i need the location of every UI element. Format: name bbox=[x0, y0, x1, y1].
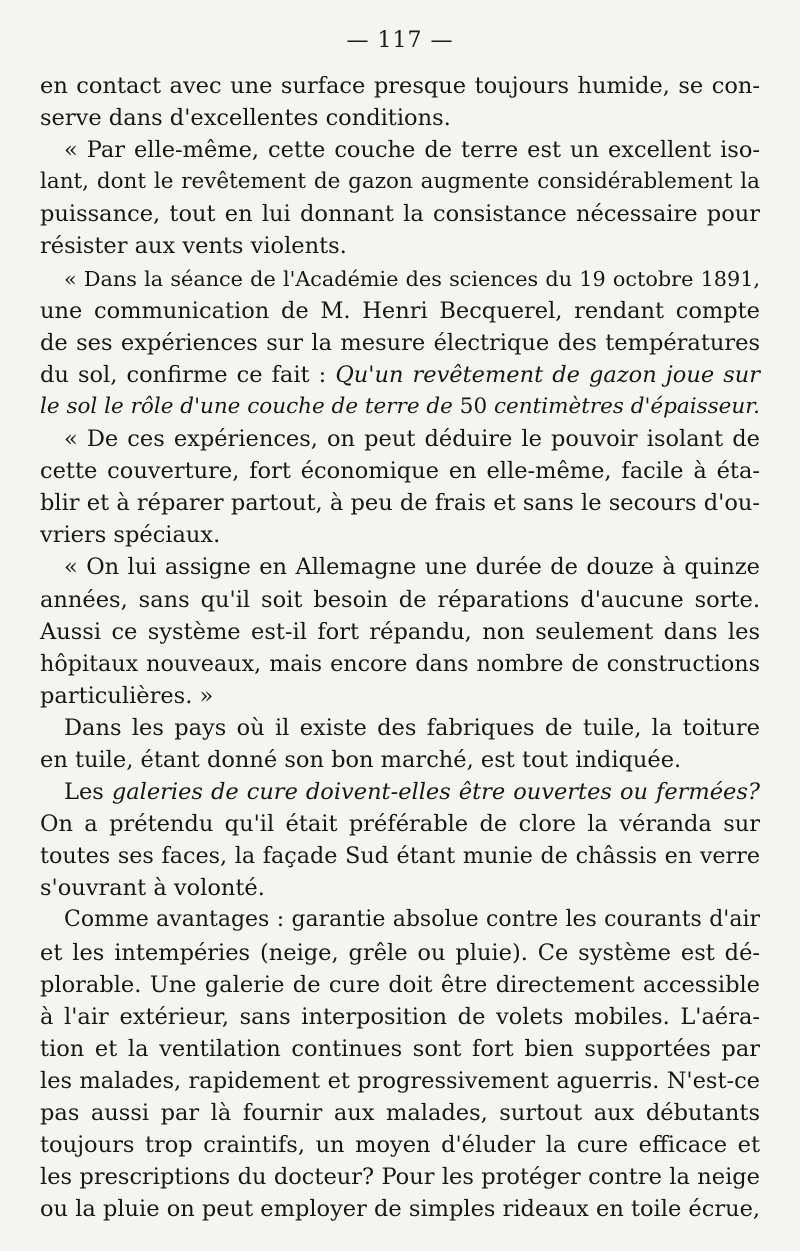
text-line: s'ouvrant à volonté. bbox=[40, 875, 265, 902]
text-line: toutes ses faces, la façade Sud étant munie de châssis en verre bbox=[40, 843, 760, 870]
text-line: On a prétendu qu'il était préférable de clore la véranda sur bbox=[40, 811, 760, 838]
text-line: « Dans la séance de l'Académie des sciences du 19 octobre 1891, bbox=[64, 266, 760, 291]
text-line: Aussi ce système est-il fort répandu, non seulement dans les bbox=[40, 618, 760, 645]
text-line: « De ces expériences, on peut déduire le pouvoir isolant de bbox=[64, 426, 760, 453]
text-line: lant, dont le revêtement de gazon augmente considérablement la bbox=[40, 169, 760, 195]
text-line: Dans les pays où il existe des fabriques de tuile, la toiture bbox=[64, 714, 760, 741]
text-line: Comme avantages : garantie absolue contre les courants d'air bbox=[64, 907, 760, 933]
text-line: serve dans d'excellentes conditions. bbox=[40, 105, 451, 132]
text-line: pas aussi par là fournir aux malades, surtout aux débutants bbox=[40, 1100, 760, 1126]
page-number: — 117 — bbox=[346, 28, 454, 53]
text-line: les prescriptions du docteur? Pour les protéger contre la neige bbox=[40, 1164, 760, 1191]
text-line: ou la pluie on peut employer de simples rideaux en toile écrue, bbox=[40, 1196, 761, 1223]
italic-quote: centimètres d'épaisseur. bbox=[487, 393, 760, 419]
italic-quote: Qu'un revêtement de gazon joue sur bbox=[335, 361, 760, 388]
text-line: et les intempéries (neige, grêle ou pluie). Ce système est dé- bbox=[40, 939, 760, 966]
text-line: une communication de M. Henri Becquerel, rendant compte bbox=[40, 297, 760, 324]
text-line: cette couverture, fort économique en elle-même, facile à éta- bbox=[40, 458, 760, 485]
text-line: à l'air extérieur, sans interposition de volets mobiles. L'aéra- bbox=[40, 1003, 760, 1030]
text-line: « Par elle-même, cette couche de terre est un excellent iso- bbox=[64, 137, 760, 164]
text-line: vriers spéciaux. bbox=[40, 522, 221, 549]
text-line: du sol, confirme ce fait : Qu'un revêtement de gazon joue sur bbox=[40, 361, 760, 388]
text-line: toujours trop craintifs, un moyen d'éluder la cure efficace et bbox=[40, 1132, 760, 1159]
text-line: blir et à réparer partout, à peu de frais et sans le secours d'ou- bbox=[40, 490, 760, 517]
text-line: hôpitaux nouveaux, mais encore dans nombre de constructions bbox=[40, 650, 760, 677]
text-line: de ses expériences sur la mesure électrique des températures bbox=[40, 329, 760, 356]
italic-quote: le sol le rôle d'une couche de terre de bbox=[40, 393, 460, 419]
text-line: puissance, tout en lui donnant la consistance nécessaire pour bbox=[40, 201, 760, 228]
text-line: années, sans qu'il soit besoin de réparations d'aucune sorte. bbox=[40, 586, 760, 613]
text-line: résister aux vents violents. bbox=[40, 233, 347, 260]
text-line: particulières. » bbox=[40, 682, 214, 709]
text-line: Les galeries de cure doivent-elles être ouvertes ou fermées? bbox=[64, 779, 760, 806]
text-line: tion et la ventilation continues sont fort bien supportées par bbox=[40, 1035, 760, 1062]
text-line: le sol le rôle d'une couche de terre de 50 centimètres d'épaisseur. bbox=[40, 393, 760, 419]
italic-question: galeries de cure doivent-elles être ouvertes ou fermées? bbox=[111, 779, 760, 806]
text-line: « On lui assigne en Allemagne une durée de douze à quinze bbox=[64, 554, 760, 581]
text-line: en contact avec une surface presque toujours humide, se con- bbox=[40, 73, 760, 99]
text-line: en tuile, étant donné son bon marché, est tout indiquée. bbox=[40, 746, 682, 773]
body-text bbox=[40, 70, 760, 1225]
text-line: les malades, rapidement et progressivement aguerris. N'est-ce bbox=[40, 1067, 760, 1094]
text-line: plorable. Une galerie de cure doit être directement accessible bbox=[40, 971, 760, 998]
